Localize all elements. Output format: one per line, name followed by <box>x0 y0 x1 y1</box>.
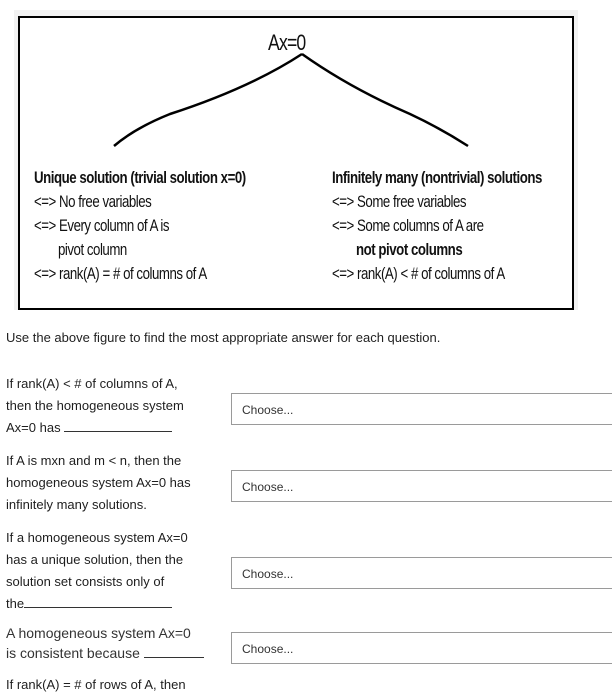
question-3-line-2: has a unique solution, then the <box>6 552 184 567</box>
right-line-2: <=> Some free variables <box>332 192 467 211</box>
question-4-line-2: is consistent because <box>6 645 140 661</box>
question-4-line-1: A homogeneous system Ax=0 <box>6 625 191 641</box>
question-1-line-2: then the homogeneous system <box>6 398 184 413</box>
left-line-1: Unique solution (trivial solution x=0) <box>34 168 246 187</box>
answer-dropdown-1[interactable]: Choose... <box>231 393 612 425</box>
right-line-5: <=> rank(A) < # of columns of A <box>332 264 505 283</box>
left-branch-line <box>114 54 302 146</box>
unique-solution-column <box>34 166 305 286</box>
answer-blank <box>144 645 204 658</box>
question-1-line-3: Ax=0 has <box>6 420 61 435</box>
instruction-text: Use the above figure to find the most appropriate answer for each question. <box>6 330 441 345</box>
question-1 <box>6 373 226 439</box>
diagram-root-label: Ax=0 <box>268 30 306 55</box>
right-branch-line <box>302 54 468 146</box>
question-4 <box>6 623 226 663</box>
concept-diagram <box>18 16 574 310</box>
answer-blank <box>64 419 172 432</box>
question-2-line-2: homogeneous system Ax=0 has <box>6 475 191 490</box>
figure-panel <box>14 10 578 310</box>
left-line-4: pivot column <box>58 240 127 259</box>
answer-dropdown-3[interactable]: Choose... <box>231 557 612 589</box>
question-3-line-1: If a homogeneous system Ax=0 <box>6 530 188 545</box>
question-2 <box>6 450 226 516</box>
question-2-line-1: If A is mxn and m < n, then the <box>6 453 182 468</box>
question-3-line-3: solution set consists only of <box>6 574 165 589</box>
left-line-2: <=> No free variables <box>34 192 152 211</box>
question-5-line-1: If rank(A) = # of rows of A, then <box>6 677 186 692</box>
question-3-line-4: the <box>6 596 25 611</box>
left-line-3: <=> Every column of A is <box>34 216 170 235</box>
answer-dropdown-4[interactable]: Choose... <box>231 632 612 664</box>
question-2-line-3: infinitely many solutions. <box>6 497 147 512</box>
infinite-solutions-column <box>332 166 601 286</box>
left-line-5: <=> rank(A) = # of columns of A <box>34 264 207 283</box>
question-5 <box>6 674 226 696</box>
answer-dropdown-2[interactable]: Choose... <box>231 470 612 502</box>
question-1-line-1: If rank(A) < # of columns of A, <box>6 376 178 391</box>
right-line-4: not pivot columns <box>356 240 463 259</box>
answer-blank <box>24 595 172 608</box>
question-3 <box>6 527 226 615</box>
right-line-3: <=> Some columns of A are <box>332 216 484 235</box>
right-line-1: Infinitely many (nontrivial) solutions <box>332 168 542 187</box>
